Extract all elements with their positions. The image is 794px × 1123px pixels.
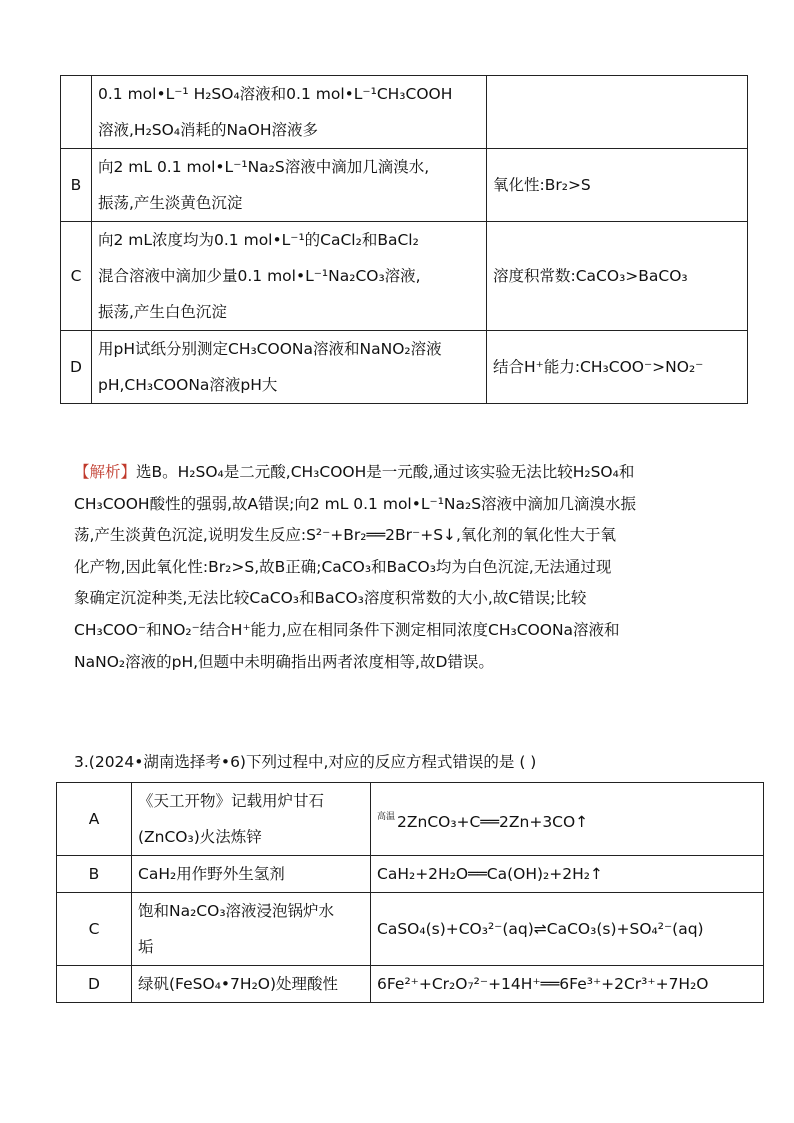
process-line: (ZnCO₃)火法炼锌 (138, 828, 262, 846)
experiment-line: 振荡,产生白色沉淀 (98, 303, 227, 321)
question-stem: 3.(2024•湖南选择考•6)下列过程中,对应的反应方程式错误的是 ( ) (74, 753, 537, 771)
analysis-line: 选B。H₂SO₄是二元酸,CH₃COOH是一元酸,通过该实验无法比较H₂SO₄和 (136, 463, 635, 481)
option-label (61, 76, 92, 149)
table-row (57, 783, 764, 856)
analysis-line: 化产物,因此氧化性:Br₂>S,故B正确;CaCO₃和BaCO₃均为白色沉淀,无法通过现 (74, 557, 612, 576)
experiment-line: pH,CH₃COONa溶液pH大 (98, 376, 278, 394)
experiment-table (60, 75, 748, 404)
process-cell (132, 783, 371, 856)
table-row (61, 331, 748, 404)
analysis-line: CH₃COOH酸性的强弱,故A错误;向2 mL 0.1 mol•L⁻¹Na₂S溶液中滴加几滴溴水振 (74, 494, 637, 513)
process-line: 《天工开物》记载用炉甘石 (138, 792, 325, 810)
experiment-line: 混合溶液中滴加少量0.1 mol•L⁻¹Na₂CO₃溶液, (98, 267, 421, 285)
equation-table (56, 782, 764, 1003)
equation-cell (371, 893, 764, 966)
option-label: C (57, 893, 132, 966)
equation-cell (371, 856, 764, 893)
conclusion-cell: 氧化性:Br₂>S (487, 149, 748, 222)
option-label: A (57, 783, 132, 856)
conclusion-cell: 溶度积常数:CaCO₃>BaCO₃ (487, 222, 748, 331)
experiment-cell (92, 331, 487, 404)
equation-cell (371, 783, 764, 856)
equation-cell (371, 966, 764, 1003)
process-line: 垢 (138, 938, 154, 956)
reaction-condition: 高温 (377, 811, 396, 822)
reaction-equation: CaSO₄(s)+CO₃²⁻(aq)⇌CaCO₃(s)+SO₄²⁻(aq) (377, 920, 704, 938)
process-line: 饱和Na₂CO₃溶液浸泡锅炉水 (138, 902, 335, 920)
analysis-line: 象确定沉淀种类,无法比较CaCO₃和BaCO₃溶度积常数的大小,故C错误;比较 (74, 589, 587, 608)
table-row (61, 149, 748, 222)
experiment-cell (92, 76, 487, 149)
option-label: D (61, 331, 92, 404)
option-label: B (57, 856, 132, 893)
experiment-line: 用pH试纸分别测定CH₃COONa溶液和NaNO₂溶液 (98, 340, 442, 358)
conclusion-cell: 结合H⁺能力:CH₃COO⁻>NO₂⁻ (487, 331, 748, 404)
process-line: CaH₂用作野外生氢剂 (138, 865, 285, 883)
conclusion-cell (487, 76, 748, 149)
experiment-line: 向2 mL 0.1 mol•L⁻¹Na₂S溶液中滴加几滴溴水, (98, 158, 430, 176)
option-label: D (57, 966, 132, 1003)
analysis-line: 荡,产生淡黄色沉淀,说明发生反应:S²⁻+Br₂══2Br⁻+S↓,氧化剂的氧化性大于氧 (74, 526, 616, 545)
reaction-equation: CaH₂+2H₂O══Ca(OH)₂+2H₂↑ (377, 865, 603, 883)
process-cell (132, 893, 371, 966)
reaction-equation: 6Fe²⁺+Cr₂O₇²⁻+14H⁺══6Fe³⁺+2Cr³⁺+7H₂O (377, 975, 709, 993)
option-label: B (61, 149, 92, 222)
process-cell (132, 856, 371, 893)
experiment-cell (92, 149, 487, 222)
analysis-tag: 【解析】 (74, 463, 137, 481)
analysis-line: NaNO₂溶液的pH,但题中未明确指出两者浓度相等,故D错误。 (74, 652, 494, 671)
process-line: 绿矾(FeSO₄•7H₂O)处理酸性 (138, 975, 339, 993)
reaction-equation: 2ZnCO₃+C══2Zn+3CO↑ (397, 812, 589, 831)
experiment-line: 溶液,H₂SO₄消耗的NaOH溶液多 (98, 121, 318, 139)
table-row (57, 966, 764, 1003)
table-row (57, 856, 764, 893)
table-row (61, 76, 748, 149)
table-row (57, 893, 764, 966)
option-label: C (61, 222, 92, 331)
analysis-section (74, 457, 734, 678)
experiment-cell (92, 222, 487, 331)
experiment-line: 振荡,产生淡黄色沉淀 (98, 194, 243, 212)
table-row (61, 222, 748, 331)
process-cell (132, 966, 371, 1003)
experiment-line: 0.1 mol•L⁻¹ H₂SO₄溶液和0.1 mol•L⁻¹CH₃COOH (98, 85, 453, 103)
analysis-line: CH₃COO⁻和NO₂⁻结合H⁺能力,应在相同条件下测定相同浓度CH₃COONa溶液和 (74, 620, 620, 639)
experiment-line: 向2 mL浓度均为0.1 mol•L⁻¹的CaCl₂和BaCl₂ (98, 231, 419, 249)
